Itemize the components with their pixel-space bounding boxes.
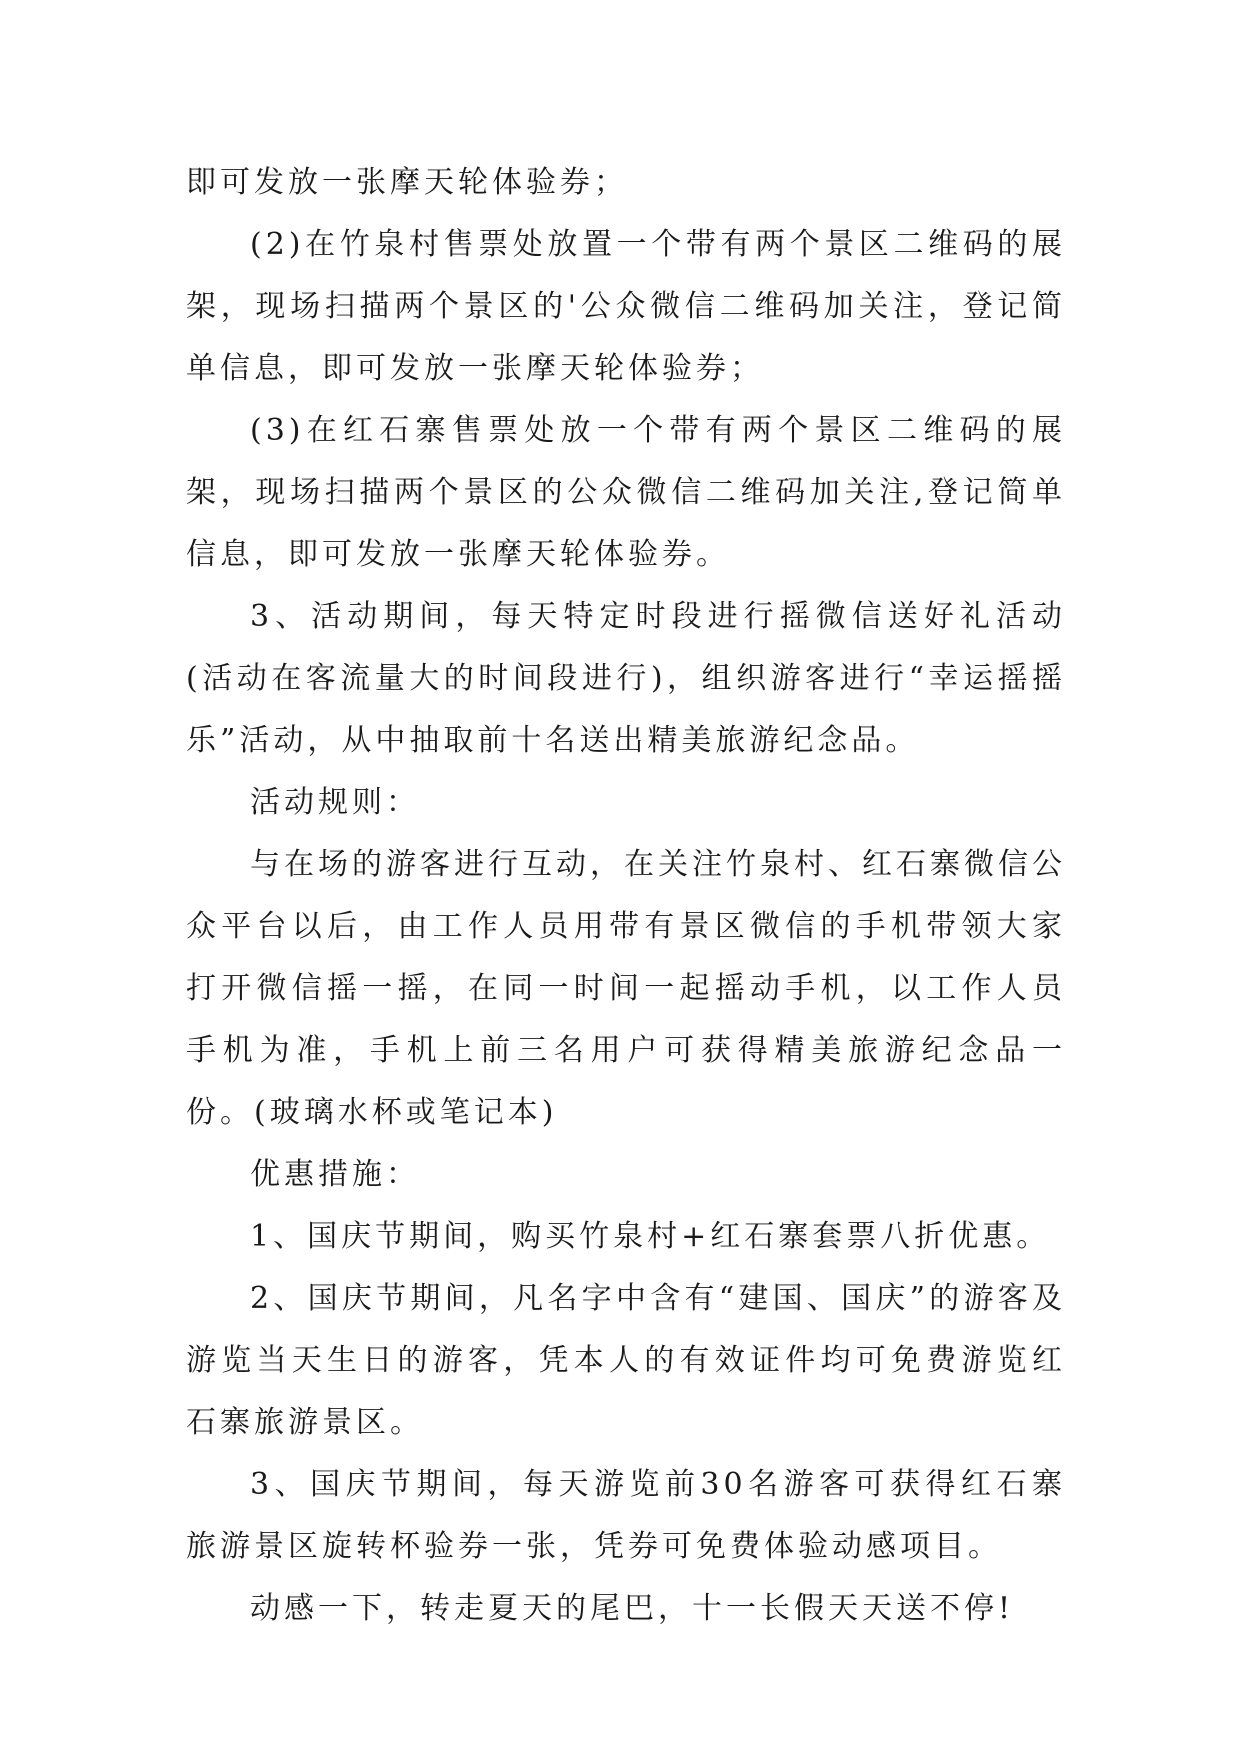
paragraph-discount-2: 2、国庆节期间，凡名字中含有“建国、国庆”的游客及游览当天生日的游客，凭本人的有效证件均可免费游览红石寨旅游景区。 bbox=[186, 1281, 1066, 1440]
paragraph-continuation: 即可发放一张摩天轮体验券； bbox=[186, 165, 628, 200]
heading-discounts: 优惠措施： bbox=[250, 1157, 420, 1192]
paragraph-item-3: (3)在红石寨售票处放一个带有两个景区二维码的展架，现场扫描两个景区的公众微信二维码加关注,登记简单信息，即可发放一张摩天轮体验券。 bbox=[186, 413, 1066, 572]
heading-activity-rules: 活动规则： bbox=[250, 785, 420, 820]
paragraph-activity-3: 3、活动期间，每天特定时段进行摇微信送好礼活动(活动在客流量大的时间段进行)，组织游客进行“幸运摇摇乐”活动，从中抽取前十名送出精美旅游纪念品。 bbox=[186, 599, 1066, 758]
paragraph-closing: 动感一下，转走夏天的尾巴，十一长假天天送不停! bbox=[250, 1591, 1015, 1626]
paragraph-discount-1: 1、国庆节期间，购买竹泉村+红石寨套票八折优惠。 bbox=[250, 1219, 1051, 1254]
paragraph-item-2: (2)在竹泉村售票处放置一个带有两个景区二维码的展架，现场扫描两个景区的'公众微信二维码加关注，登记简单信息，即可发放一张摩天轮体验券； bbox=[186, 227, 1066, 386]
paragraph-discount-3: 3、国庆节期间，每天游览前30名游客可获得红石寨旅游景区旋转杯验券一张，凭券可免费体验动感项目。 bbox=[186, 1467, 1066, 1564]
paragraph-activity-rules: 与在场的游客进行互动，在关注竹泉村、红石寨微信公众平台以后，由工作人员用带有景区微信的手机带领大家打开微信摇一摇，在同一时间一起摇动手机，以工作人员手机为准，手机上前三名用户可获得精美旅游纪念品一份。(玻璃水杯或笔记本) bbox=[186, 847, 1066, 1130]
document-body bbox=[186, 152, 1066, 1640]
